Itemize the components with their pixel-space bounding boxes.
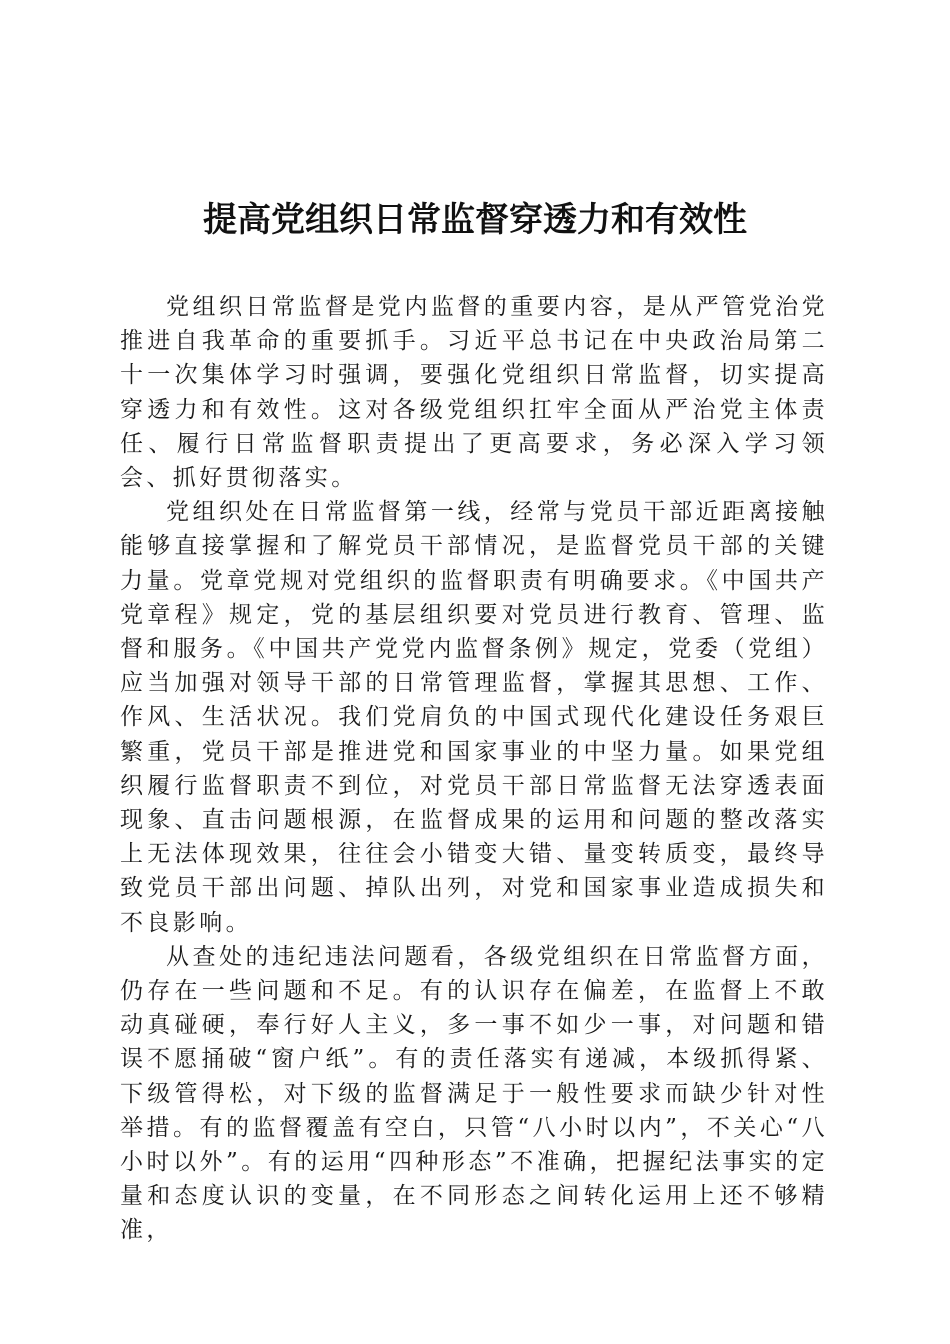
paragraph: 从查处的违纪违法问题看，各级党组织在日常监督方面，仍存在一些问题和不足。有的认识存在偏差，在监督上不敢动真碰硬，奉行好人主义，多一事不如少一事，对问题和错误不愿捅破“窗户纸”。有的责任落实有递减，本级抓得紧、下级管得松，对下级的监督满足于一般性要求而缺少针对性举措。有的监督覆盖有空白，只管“八小时以内”，不关心“八小时以外”。有的运用“四种形态”不准确，把握纪法事实的定量和态度认识的变量，在不同形态之间转化运用上还不够精准， (120, 943, 828, 1244)
document-title: 提高党组织日常监督穿透力和有效性 (203, 200, 747, 240)
document-body (120, 290, 828, 1248)
paragraph: 党组织处在日常监督第一线，经常与党员干部近距离接触能够直接掌握和了解党员干部情况，是监督党员干部的关键力量。党章党规对党组织的监督职责有明确要求。《中国共产党章程》规定，党的基层组织要对党员进行教育、管理、监督和服务。《中国共产党党内监督条例》规定，党委（党组）应当加强对领导干部的日常管理监督，掌握其思想、工作、作风、生活状况。我们党肩负的中国式现代化建设任务艰巨繁重，党员干部是推进党和国家事业的中坚力量。如果党组织履行监督职责不到位，对党员干部日常监督无法穿透表面现象、直击问题根源，在监督成果的运用和问题的整改落实上无法体现效果，往往会小错变大错、量变转质变，最终导致党员干部出问题、掉队出列，对党和国家事业造成损失和不良影响。 (120, 499, 828, 936)
paragraph: 党组织日常监督是党内监督的重要内容，是从严管党治党推进自我革命的重要抓手。习近平总书记在中央政治局第二十一次集体学习时强调，要强化党组织日常监督，切实提高穿透力和有效性。这对各级党组织扛牢全面从严治党主体责任、履行日常监督职责提出了更高要求，务必深入学习领会、抓好贯彻落实。 (120, 294, 828, 492)
